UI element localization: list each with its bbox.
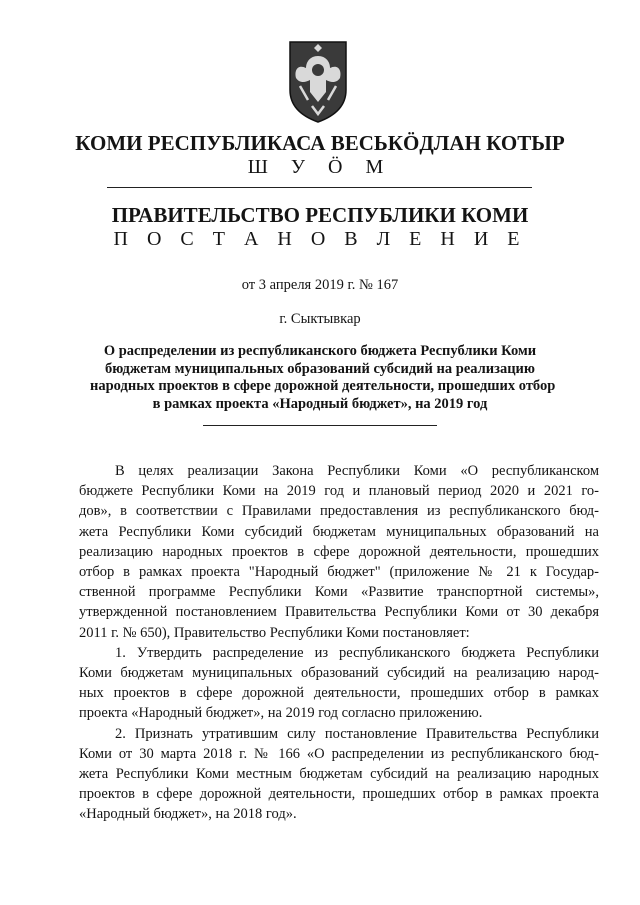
title-line: в рамках проекта «Народный бюджет», на 2019 год [152, 395, 488, 412]
body-line: 2011 г. № 650), Правительство Республики Коми постановляет: [79, 624, 470, 641]
body-line: жета Республики Коми субсидий бюджетам муниципальных образований на [79, 523, 599, 540]
body-line: В целях реализации Закона Республики Коми «О республиканском [115, 463, 599, 479]
decree-type: П О С Т А Н О В Л Е Н И Е [113, 228, 527, 250]
decree-body [79, 461, 599, 825]
komi-decree-word: Ш У Ӧ М [247, 156, 393, 178]
body-line: ственной программе Республики Коми «Развитие транспортной системы», [79, 584, 599, 601]
decree-title [90, 343, 556, 413]
title-line: О распределении из республиканского бюджета Республики Коми [103, 343, 537, 359]
body-line: Коми от 30 марта 2018 г. № 166 «О распределении из республиканского бюд- [79, 745, 599, 762]
body-line: ных проектов в сфере дорожной деятельности, прошедших отбор в рамках [79, 685, 599, 702]
body-line: бюджете Республики Коми на 2019 год и плановый период 2020 и 2021 го- [79, 483, 599, 500]
body-line: 1. Утвердить распределение из республиканского бюджета Республики [115, 644, 599, 661]
body-line: Коми бюджетам муниципальных образований субсидий на реализацию народ- [79, 665, 599, 682]
body-line: дов», в соответствии с Правилами предоставления из республиканского бюд- [79, 503, 599, 520]
body-line: «Народный бюджет», на 2018 год». [79, 806, 297, 823]
header-divider [107, 187, 532, 188]
body-line: реализацию народных проектов в сфере дорожной деятельности, прошедших [79, 543, 599, 560]
body-line: 2. Признать утратившим силу постановление Правительства Республики [115, 725, 599, 742]
body-line: утвержденной постановлением Правительства Республики Коми от 30 декабря [79, 604, 599, 621]
decree-date-number: от 3 апреля 2019 г. № 167 [241, 277, 399, 293]
title-line: бюджетам муниципальных образований субсидий на реализацию [105, 360, 535, 377]
government-title: ПРАВИТЕЛЬСТВО РЕСПУБЛИКИ КОМИ [111, 203, 529, 227]
komi-government-title: КОМИ РЕСПУБЛИКАСА ВЕСЬКӦДЛАН КОТЫР [75, 131, 565, 155]
decree-city: г. Сыктывкар [279, 311, 361, 327]
coat-of-arms-icon [286, 40, 350, 124]
body-line: проекта «Народный бюджет», на 2019 год согласно приложению. [79, 705, 483, 722]
body-line: отбор в рамках проекта "Народный бюджет" (приложение № 21 к Государ- [79, 564, 599, 581]
body-line: жета Республики Коми местным бюджетам субсидий на реализацию народных [79, 766, 599, 783]
body-line: проектов в сфере дорожной деятельности, прошедших отбор в рамках проекта [79, 786, 599, 803]
title-line: народных проектов в сфере дорожной деятельности, прошедших отбор [90, 378, 556, 394]
title-underline [203, 425, 437, 426]
